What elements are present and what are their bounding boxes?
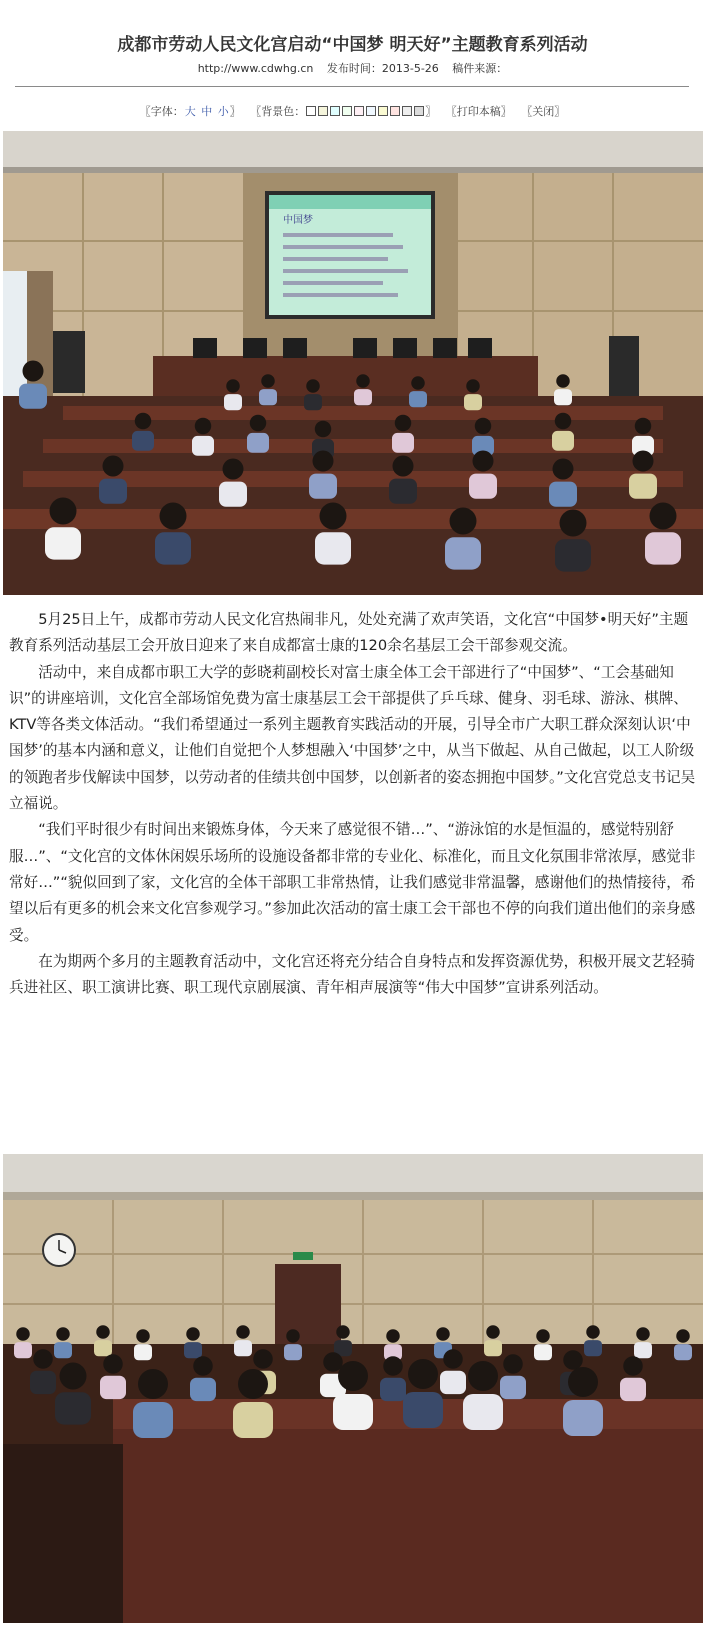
- bg-swatch[interactable]: [306, 106, 316, 116]
- article-paragraph: 5月25日上午，成都市劳动人民文化宫热闹非凡，处处充满了欢声笑语，文化宫“中国梦•明天好”主题教育系列活动基层工会开放日迎来了来自成都富士康的120余名基层工会干部参观交流。: [9, 611, 689, 655]
- bg-color-group: [250, 105, 436, 118]
- article-paragraph: 活动中，来自成都市职工大学的彭晓莉副校长对富士康全体工会干部进行了“中国梦”、“工会基础知识”的讲座培训，文化宫全部场馆免费为富士康基层工会干部提供了乒乓球、健身、羽毛球、游泳、棋牌、KTV等各类文体活动。“我们希望通过一系列主题教育实践活动的开展，引导全市广大职工群众深刻认识‘中国梦’的基本内涵和意义，让他们自觉把个人梦想融入‘中国梦’之中，从当下做起、从自己做起，以工人阶级的领跑者步伐解读中国梦，以劳动者的佳绩共创中国梦，以创新者的姿态拥抱中国梦。”文化宫党总支书记吴立福说。: [9, 663, 696, 813]
- article-toolbar: [0, 104, 705, 120]
- lecture-hall-photo: [3, 131, 703, 595]
- font-size-group: [140, 105, 241, 118]
- bg-swatch[interactable]: [354, 106, 364, 116]
- bg-swatch[interactable]: [330, 106, 340, 116]
- source-info: [452, 62, 507, 75]
- title-divider: [15, 86, 689, 87]
- font-small-link[interactable]: 小: [217, 105, 229, 118]
- font-large-link[interactable]: 大: [184, 105, 196, 118]
- print-link[interactable]: 〖打印本稿〗: [445, 105, 512, 118]
- bg-color-close: 〗: [425, 105, 437, 118]
- article-paragraph: 在为期两个多月的主题教育活动中，文化宫还将充分结合自身特点和发挥资源优势，积极开展文艺轻骑兵进社区、职工演讲比赛、职工现代京剧展演、青年相声展演等“伟大中国梦”宣讲系列活动。: [9, 952, 695, 997]
- audience-photo: [3, 1154, 703, 1623]
- slide-title: 中国梦: [283, 215, 313, 226]
- bg-swatch[interactable]: [414, 106, 424, 116]
- bg-swatch[interactable]: [366, 106, 376, 116]
- bg-swatch-list: [305, 105, 425, 118]
- publish-label: 发布时间：: [326, 62, 382, 75]
- bg-swatch[interactable]: [402, 106, 412, 116]
- article-meta: [0, 62, 705, 76]
- bg-swatch[interactable]: [390, 106, 400, 116]
- publish-date: 2013-5-26: [381, 62, 439, 75]
- audience-illustration: [3, 1154, 703, 1623]
- article-body: [9, 607, 699, 1001]
- font-medium-link[interactable]: 中: [201, 105, 213, 118]
- close-link[interactable]: 〖关闭〗: [521, 105, 566, 118]
- font-size-close: 〗: [229, 105, 241, 118]
- font-size-label: 〖字体：: [139, 105, 184, 118]
- article-paragraph: “我们平时很少有时间出来锻炼身体，今天来了感觉很不错…”、“游泳馆的水是恒温的，感觉特别舒服…”、“文化宫的文体休闲娱乐场所的设施设备都非常的专业化、标准化，而且文化氛围非常浓厚，感觉非常好…”“貌似回到了家，文化宫的全体干部职工非常热情，让我们感觉非常温馨，感谢他们的热情接待，希望以后有更多的机会来文化宫参观学习。”参加此次活动的富士康工会干部也不停的向我们道出他们的亲身感受。: [9, 821, 696, 944]
- bg-color-label: 〖背景色：: [250, 105, 306, 118]
- bg-swatch[interactable]: [378, 106, 388, 116]
- bg-swatch[interactable]: [342, 106, 352, 116]
- site-url: http://www.cdwhg.cn: [197, 62, 314, 75]
- bg-swatch[interactable]: [318, 106, 328, 116]
- lecture-hall-illustration: [3, 131, 703, 595]
- article-title: 成都市劳动人民文化宫启动“中国梦 明天好”主题教育系列活动: [117, 35, 588, 55]
- publish-info: [327, 62, 439, 75]
- source-label: 稿件来源：: [452, 62, 508, 75]
